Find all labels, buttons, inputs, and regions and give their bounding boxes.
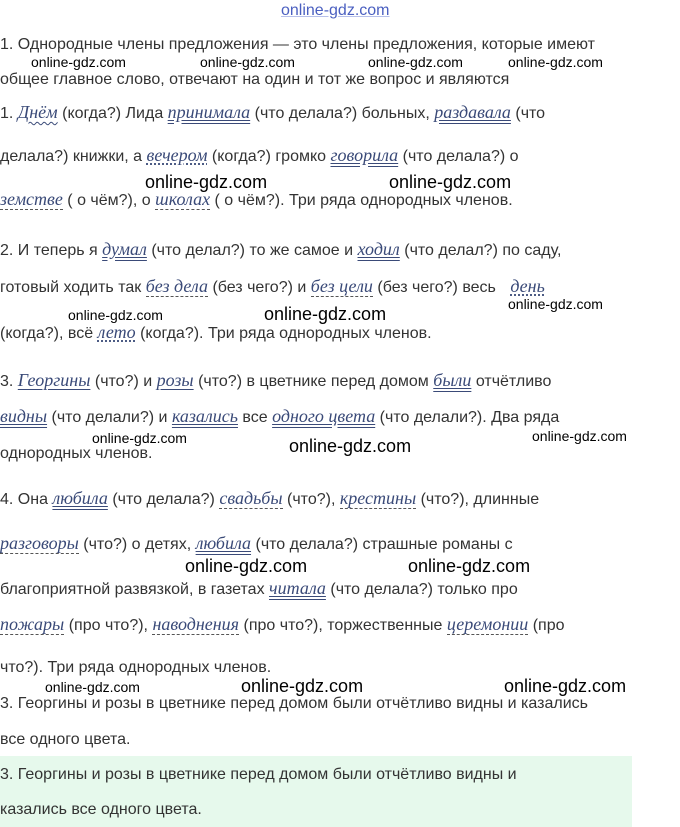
s1-word-razdavala: раздавала xyxy=(434,102,511,122)
watermark: online-gdz.com xyxy=(200,54,295,70)
s2-word-hodil: ходил xyxy=(357,239,400,259)
s1-l2a: делала?) книжки, а xyxy=(0,148,143,165)
s2-word-den: день xyxy=(510,276,545,296)
s1-q6: ( о чём?), о xyxy=(67,192,151,209)
watermark: online-gdz.com xyxy=(408,556,531,576)
highlighted-answer-line-1: 3. Георгины и розы в цветнике перед домом были отчётливо видны и xyxy=(0,766,517,783)
s1-q1: (когда?) Лида xyxy=(62,105,164,122)
s4-a: 4. Она xyxy=(0,491,48,508)
s2-line-2 xyxy=(0,276,545,297)
watermark: online-gdz.com xyxy=(264,304,387,324)
s4-word-chitala: читала xyxy=(269,578,326,598)
s3-word-rozy: розы xyxy=(156,370,194,390)
s1-line-3 xyxy=(0,189,513,210)
watermark: online-gdz.com xyxy=(508,54,603,70)
answer-line-2: все одного цвета. xyxy=(0,731,131,748)
watermark: online-gdz.com xyxy=(92,430,187,446)
s4-word-ceremonii: церемонии xyxy=(446,614,529,634)
s1-word-prinimala: принимала xyxy=(167,102,251,122)
s4-q5: (что делала?) страшные романы с xyxy=(255,536,513,553)
answer-line-1: 3. Георгины и розы в цветнике перед домом были отчётливо видны и казались xyxy=(0,695,588,712)
s4-q2: (что?), xyxy=(287,491,336,508)
s2-word-dumal: думал xyxy=(102,239,147,259)
s4-q3: (что?), длинные xyxy=(420,491,540,508)
definition-line-2: общее главное слово, отвечают на один и тот же вопрос и являются xyxy=(0,71,510,88)
s2-q3: (без чего?) и xyxy=(212,279,307,296)
s1-q5: (что делала?) о xyxy=(402,148,519,165)
s2-b: готовый ходить так xyxy=(0,279,142,296)
s4-q8: (про что?), торжественные xyxy=(243,617,443,634)
s3-line-3: однородных членов. xyxy=(0,445,153,462)
watermark: online-gdz.com xyxy=(508,296,603,312)
s2-c: (когда?), всё xyxy=(0,325,94,342)
s1-line-2 xyxy=(0,145,519,166)
s3-a: 3. xyxy=(0,373,14,390)
s1-q3: (что xyxy=(515,105,546,122)
s1-word-shkolah: школах xyxy=(155,189,211,209)
s2-word-bez-celi: без цели xyxy=(310,276,373,296)
s4-word-lyubila: любила xyxy=(52,488,108,508)
s3-line-1 xyxy=(0,370,551,391)
s4-word-razgovory: разговоры xyxy=(0,533,79,553)
s1-word-vecherom: вечером xyxy=(146,145,208,165)
s4-line-2 xyxy=(0,533,513,554)
watermark: online-gdz.com xyxy=(389,172,512,192)
s3-q2: (что?) в цветнике перед домом xyxy=(198,373,429,390)
s4-line-5: что?). Три ряда однородных членов. xyxy=(0,659,272,676)
s3-q6: (что делали?). Два ряда xyxy=(379,409,560,426)
s4-q7: (про что?), xyxy=(68,617,148,634)
s2-a: 2. И теперь я xyxy=(0,242,98,259)
s4-line-1 xyxy=(0,488,539,509)
s3-q4: (что делали?) и xyxy=(51,409,168,426)
s3-q3: отчётливо xyxy=(475,373,552,390)
s4-line-3 xyxy=(0,578,518,599)
s2-word-bez-dela: без дела xyxy=(145,276,208,296)
s2-line-1 xyxy=(0,239,561,260)
s4-word-navodneniya: наводнения xyxy=(152,614,240,634)
s3-q5: все xyxy=(242,409,268,426)
s4-word-svadby: свадьбы xyxy=(219,488,283,508)
s4-word-krestiny: крестины xyxy=(339,488,417,508)
s1-q2: (что делала?) больных, xyxy=(254,105,430,122)
s1-q7: ( о чём?). Три ряда однородных членов. xyxy=(214,192,513,209)
s4-b: благоприятной развязкой, в газетах xyxy=(0,581,265,598)
highlighted-answer-line-2: казались все одного цвета. xyxy=(0,801,202,818)
s2-line-3 xyxy=(0,322,432,343)
s4-q4: (что?) о детях, xyxy=(83,536,192,553)
s3-line-2 xyxy=(0,406,559,427)
s3-word-odnogo-cveta: одного цвета xyxy=(272,406,376,426)
s4-line-4 xyxy=(0,614,565,635)
watermark: online-gdz.com xyxy=(241,676,364,696)
watermark: online-gdz.com xyxy=(504,676,627,696)
s1-line-1 xyxy=(0,102,545,123)
s3-word-georginy: Георгины xyxy=(17,370,91,390)
s1-num: 1. xyxy=(0,105,14,122)
s4-q6: (что делала?) только про xyxy=(330,581,518,598)
definition-line-1: 1. Однородные члены предложения — это члены предложения, которые имеют xyxy=(0,36,595,53)
s3-word-vidny: видны xyxy=(0,406,48,426)
watermark: online-gdz.com xyxy=(145,172,268,192)
s2-q4: (без чего?) весь xyxy=(377,279,496,296)
s2-word-leto: лето xyxy=(97,322,136,342)
s4-word-pozhary: пожары xyxy=(0,614,65,634)
s1-word-dnem: Днём xyxy=(17,102,58,122)
s1-q4: (когда?) громко xyxy=(211,148,327,165)
s4-q9: (про xyxy=(532,617,565,634)
watermark: online-gdz.com xyxy=(368,54,463,70)
watermark-top: online-gdz.com xyxy=(281,2,390,19)
watermark: online-gdz.com xyxy=(68,307,163,323)
s2-q6: (когда?). Три ряда однородных членов. xyxy=(140,325,432,342)
s4-q1: (что делала?) xyxy=(112,491,215,508)
watermark: online-gdz.com xyxy=(185,556,308,576)
s4-word-lyubila-2: любила xyxy=(195,533,252,553)
s1-word-zemstve: земстве xyxy=(0,189,63,209)
watermark: online-gdz.com xyxy=(31,54,126,70)
watermark: online-gdz.com xyxy=(45,679,140,695)
s2-q2: (что делал?) по саду, xyxy=(404,242,562,259)
s3-word-byli: были xyxy=(433,370,472,390)
s2-q1: (что делал?) то же самое и xyxy=(151,242,354,259)
s3-word-kazalis: казались xyxy=(171,406,238,426)
watermark: online-gdz.com xyxy=(289,436,412,456)
s1-word-govorila: говорила xyxy=(330,145,399,165)
watermark: online-gdz.com xyxy=(532,428,627,444)
s3-q1: (что?) и xyxy=(94,373,153,390)
